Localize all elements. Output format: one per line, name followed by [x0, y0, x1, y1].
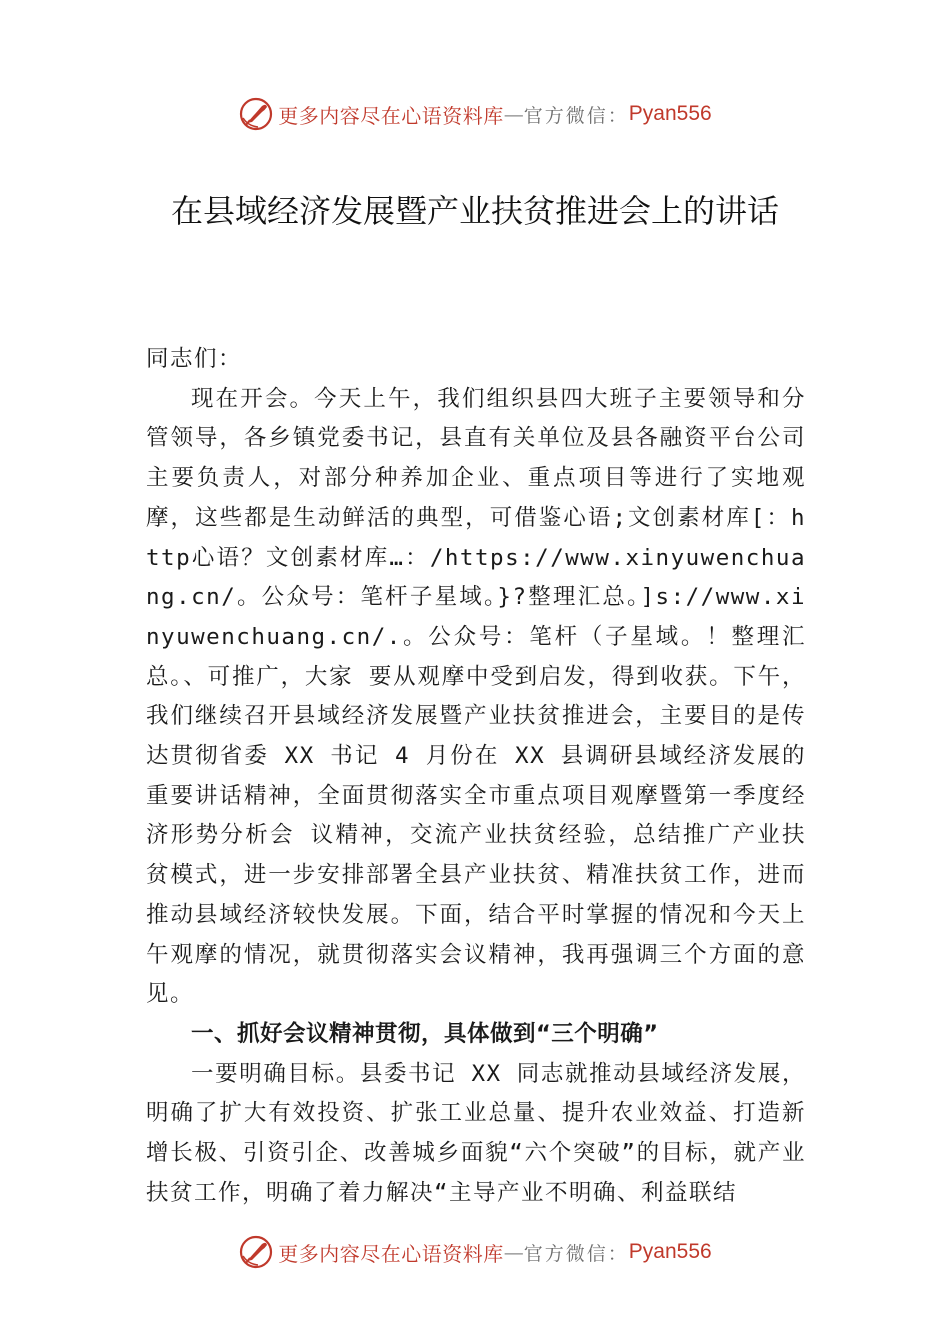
document-title: 在县域经济发展暨产业扶贫推进会上的讲话 — [170, 192, 779, 230]
quill-circle-logo-icon — [238, 1234, 274, 1270]
banner-wechat-id: Pyan556 — [628, 102, 712, 125]
section-paragraph: 一要明确目标。县委书记 XX 同志就推动县域经济发展，明确了扩大有效投资、扩张工业总量、提升农业效益、打造新增长极、引资引企、改善城乡面貌“六个突破”的目标，就产业扶贫工作，明确了着力解决“主导产业不明确、利益联结 — [146, 1060, 806, 1206]
quill-circle-logo-icon — [238, 96, 274, 132]
salutation: 同志们： — [146, 346, 243, 372]
banner-wechat-id: Pyan556 — [628, 1240, 712, 1263]
header-banner — [0, 94, 950, 134]
body-paragraph: 现在开会。今天上午，我们组织县四大班子主要领导和分管领导，各乡镇党委书记，县直有关单位及县各融资平台公司主要负责人，对部分种养加企业、重点项目等进行了实地观摩，这些都是生动鲜活的典型，可借鉴心语;文创素材库[：http心语？文创素材库…：/https://www.xinyuwenchuang.cn/。公众号：笔杆子星域。}?整理汇总。]s://www.xinyuwenchuang.cn/.。公众号：笔杆（子星域。！整理汇总。、可推广，大家 要从观摩中受到启发，得到收获。下午，我们继续召开县域经济发展暨产业扶贫推进会，主要目的是传达贯彻省委 XX 书记 4 月份在 XX 县调研县域经济发展的重要讲话精神，全面贯彻落实全市重点项目观摩暨第一季度经济形势分析会 议精神，交流产业扶贫经验，总结推广产业扶贫模式，进一步安排部署全县产业扶贫、精准扶贫工作，进而推动县域经济较快发展。下面，结合平时掌握的情况和今天上午观摩的情况，就贯彻落实会议精神，我再强调三个方面的意见。 — [146, 385, 806, 1008]
banner-wechat-label: 官方微信： — [523, 104, 629, 127]
document-body — [146, 340, 806, 1213]
section-heading: 一、抓好会议精神贯彻，具体做到“三个明确” — [191, 1020, 659, 1047]
banner-site-text: 更多内容尽在心语资料库 — [278, 1241, 504, 1266]
banner-separator: — — [503, 1240, 524, 1264]
banner-separator: — — [503, 102, 524, 126]
banner-wechat-label: 官方微信： — [523, 1242, 629, 1265]
banner-site-text: 更多内容尽在心语资料库 — [278, 103, 504, 128]
footer-banner — [0, 1232, 950, 1272]
